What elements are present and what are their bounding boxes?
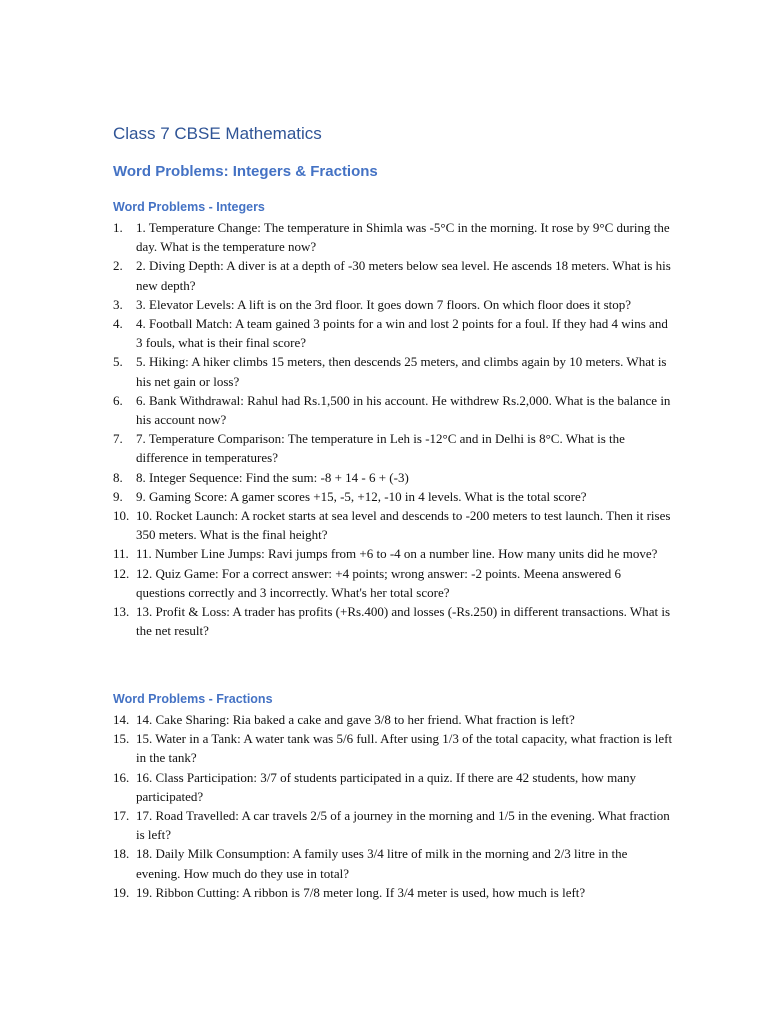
item-number: 12. [113, 565, 130, 581]
item-text: 16. Class Participation: 3/7 of students participated in a quiz. If there are 42 students, how many participated? [136, 769, 637, 804]
item-number: 2. [113, 258, 123, 274]
item-number: 11. [113, 546, 129, 562]
item-text: 15. Water in a Tank: A water tank was 5/6 full. After using 1/3 of the total capacity, what fraction is left in the tank? [136, 731, 673, 766]
list-item [113, 768, 673, 806]
document-subtitle: Word Problems: Integers & Fractions [113, 163, 378, 180]
list-item [113, 710, 673, 729]
item-text: 5. Hiking: A hiker climbs 15 meters, then descends 25 meters, and climbs again by 10 meters. What is his net gain or loss? [136, 354, 667, 389]
item-text: 4. Football Match: A team gained 3 points for a win and lost 2 points for a foul. If they had 4 wins and 3 fouls, what is their final score? [136, 316, 668, 351]
item-text: 14. Cake Sharing: Ria baked a cake and gave 3/8 to her friend. What fraction is left? [136, 712, 575, 727]
list-item [113, 487, 673, 506]
item-number: 16. [113, 769, 130, 785]
item-text: 13. Profit & Loss: A trader has profits (+Rs.400) and losses (-Rs.250) in different transactions. What is the net result? [136, 604, 671, 639]
item-number: 8. [113, 469, 123, 485]
section-heading-fractions: Word Problems - Fractions [113, 692, 273, 706]
list-item [113, 544, 673, 563]
list-item [113, 314, 673, 352]
list-item [113, 429, 673, 467]
item-text: 2. Diving Depth: A diver is at a depth of -30 meters below sea level. He ascends 18 meters. What is his new depth? [136, 258, 671, 293]
item-text: 19. Ribbon Cutting: A ribbon is 7/8 meter long. If 3/4 meter is used, how much is left? [136, 884, 586, 900]
item-text: 17. Road Travelled: A car travels 2/5 of a journey in the morning and 1/5 in the evening. What fraction is left? [136, 808, 670, 843]
item-number: 5. [113, 354, 123, 370]
list-item [113, 506, 673, 544]
document-title: Class 7 CBSE Mathematics [113, 124, 322, 143]
item-text: 1. Temperature Change: The temperature in Shimla was -5°C in the morning. It rose by 9°C during the day. What is the temperature now? [136, 220, 670, 255]
item-text: 18. Daily Milk Consumption: A family uses 3/4 litre of milk in the morning and 2/3 litre in the evening. How much do they use in total? [136, 846, 628, 881]
section-heading-integers: Word Problems - Integers [113, 200, 265, 214]
item-number: 7. [113, 431, 123, 447]
item-number: 10. [113, 508, 130, 524]
item-number: 18. [113, 846, 130, 862]
list-item [113, 218, 673, 256]
item-number: 19. [113, 884, 130, 900]
list-item [113, 883, 673, 902]
item-text: 7. Temperature Comparison: The temperature in Leh is -12°C and in Delhi is 8°C. What is the difference in temperatures? [136, 431, 625, 466]
item-number: 1. [113, 220, 123, 235]
list-item [113, 352, 673, 390]
item-text: 9. Gaming Score: A gamer scores +15, -5, +12, -10 in 4 levels. What is the total score? [136, 488, 587, 504]
item-number: 15. [113, 731, 130, 747]
list-item [113, 391, 673, 429]
item-text: 12. Quiz Game: For a correct answer: +4 points; wrong answer: -2 points. Meena answered 6 questions correctly and 3 incorrectly. What's her total score? [136, 565, 621, 600]
item-text: 3. Elevator Levels: A lift is on the 3rd floor. It goes down 7 floors. On which floor does it stop? [136, 296, 632, 312]
list-item [113, 806, 673, 844]
item-text: 11. Number Line Jumps: Ravi jumps from +6 to -4 on a number line. How many units did he move? [136, 546, 658, 562]
item-text: 8. Integer Sequence: Find the sum: -8 + 14 - 6 + (-3) [136, 469, 409, 485]
list-item [113, 564, 673, 602]
list-item [113, 844, 673, 882]
list-item [113, 295, 673, 314]
list-item [113, 729, 673, 767]
item-number: 6. [113, 392, 123, 408]
item-text: 6. Bank Withdrawal: Rahul had Rs.1,500 in his account. He withdrew Rs.2,000. What is the balance in his account now? [136, 392, 671, 428]
integer-problems-list [113, 218, 673, 640]
item-number: 14. [113, 712, 130, 727]
list-item [113, 602, 673, 640]
item-number: 9. [113, 488, 123, 504]
list-item [113, 256, 673, 294]
item-text: 10. Rocket Launch: A rocket starts at sea level and descends to -200 meters to test launch. Then it rises 350 meters. What is the final height? [136, 508, 671, 543]
item-number: 3. [113, 296, 123, 312]
fraction-problems-list [113, 710, 673, 902]
item-number: 4. [113, 316, 123, 332]
item-number: 13. [113, 604, 130, 620]
item-number: 17. [113, 808, 130, 824]
list-item [113, 468, 673, 487]
